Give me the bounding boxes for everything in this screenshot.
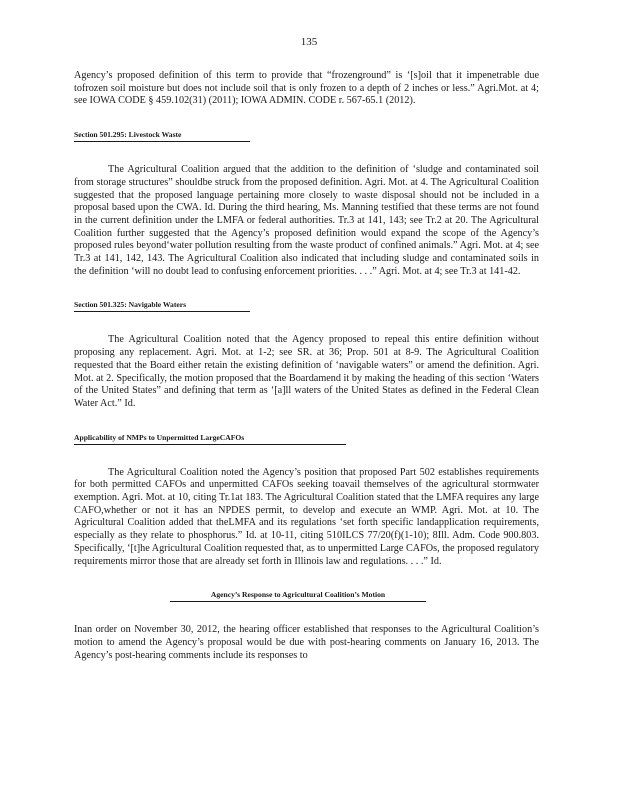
paragraph-agency-response: Inan order on November 30, 2012, the hearing officer established that responses to the Agricultural Coalition’s motion to amend the Agency’s proposal would be due with post-hearing comments on January 16, 2013. The Agency’s post-hearing comments include its responses to xyxy=(74,624,539,661)
document-body xyxy=(74,70,539,662)
section-heading-livestock-waste: Section 501.295: Livestock Waste xyxy=(74,130,250,142)
paragraph-livestock-waste: The Agricultural Coalition argued that the addition to the definition of ‘sludge and contaminated soil from storage structures” shouldbe struck from the proposed definition. Agri. Mot. at 4. The Agricultural Coalition suggested that the proposed language pertaining more closely to waste disposal should not be included in a proposal based upon the CWA. Id. During the third hearing, Ms. Manning testified that these terms are not found in the current definition under the LMFA or federal authorities. Tr.3 at 141, 143; see Tr.2 at 20. The Agricultural Coalition further suggested that the Agency’s proposed definition would expand the scope of the Agency’s proposed rules beyond‘water pollution resulting from the waste product of confined animals.” Agri. Mot. at 4; see Tr.3 at 141, 142, 143. The Agricultural Coalition also indicated that including sludge and contaminated soils in the definition ‘will no doubt lead to confusing enforcement priorities. . . .” Agri. Mot. at 4; see Tr.3 at 141-42. xyxy=(74,164,539,277)
page-number: 135 xyxy=(300,36,318,48)
section-heading-navigable-waters: Section 501.325: Navigable Waters xyxy=(74,300,250,312)
section-heading-nmp-applicability: Applicability of NMPs to Unpermitted LargeCAFOs xyxy=(74,433,346,445)
section-heading-agency-response: Agency’s Response to Agricultural Coalition’s Motion xyxy=(170,590,426,602)
paragraph-frozen-ground: Agency’s proposed definition of this term to provide that “frozenground” is ‘[s]oil that it impenetrable due tofrozen soil moisture but does not include soil that is only frozen to a depth of 2 inches or less.” Agri.Mot. at 4; see IOWA CODE § 459.102(31) (2011); IOWA ADMIN. CODE r. 567-65.1 (2012). xyxy=(74,70,539,107)
paragraph-navigable-waters: The Agricultural Coalition noted that the Agency proposed to repeal this entire definition without proposing any replacement. Agri. Mot. at 1-2; see SR. at 36; Prop. 501 at 8-9. The Agricultural Coalition requested that the Board either retain the existing definition of ‘navigable waters” or amend the definition. Agri. Mot. at 2. Specifically, the motion proposed that the Boardamend it by making the heading of this section ‘Waters of the United States” and defining that term as ‘[a]ll waters of the United States as defined in the Federal Clean Water Act.” Id. xyxy=(74,334,539,409)
paragraph-nmp-applicability: The Agricultural Coalition noted the Agency’s position that proposed Part 502 establishes requirements for both permitted CAFOs and unpermitted CAFOs seeking toavail themselves of the agricultural stormwater exemption. Agri. Mot. at 10, citing Tr.1at 183. The Agricultural Coalition stated that the LMFA requires any large CAFO,whether or not it has an NPDES permit, to develop and execute an WMP. Agri. Mot. at 10. The Agricultural Coalition added that theLMFA and its regulations ‘set forth specific landapplication requirements, especially as they relate to phosphorus.” Id. at 10-11, citing 510ILCS 77/20(f)(1-10); 8Ill. Adm. Code 900.803. Specifically, ‘[t]he Agricultural Coalition requested that, as to unpermitted Large CAFOs, the proposed regulatory requirements mirror those that are already set forth in Illinois law and regulations. . . .” Id. xyxy=(74,466,539,567)
